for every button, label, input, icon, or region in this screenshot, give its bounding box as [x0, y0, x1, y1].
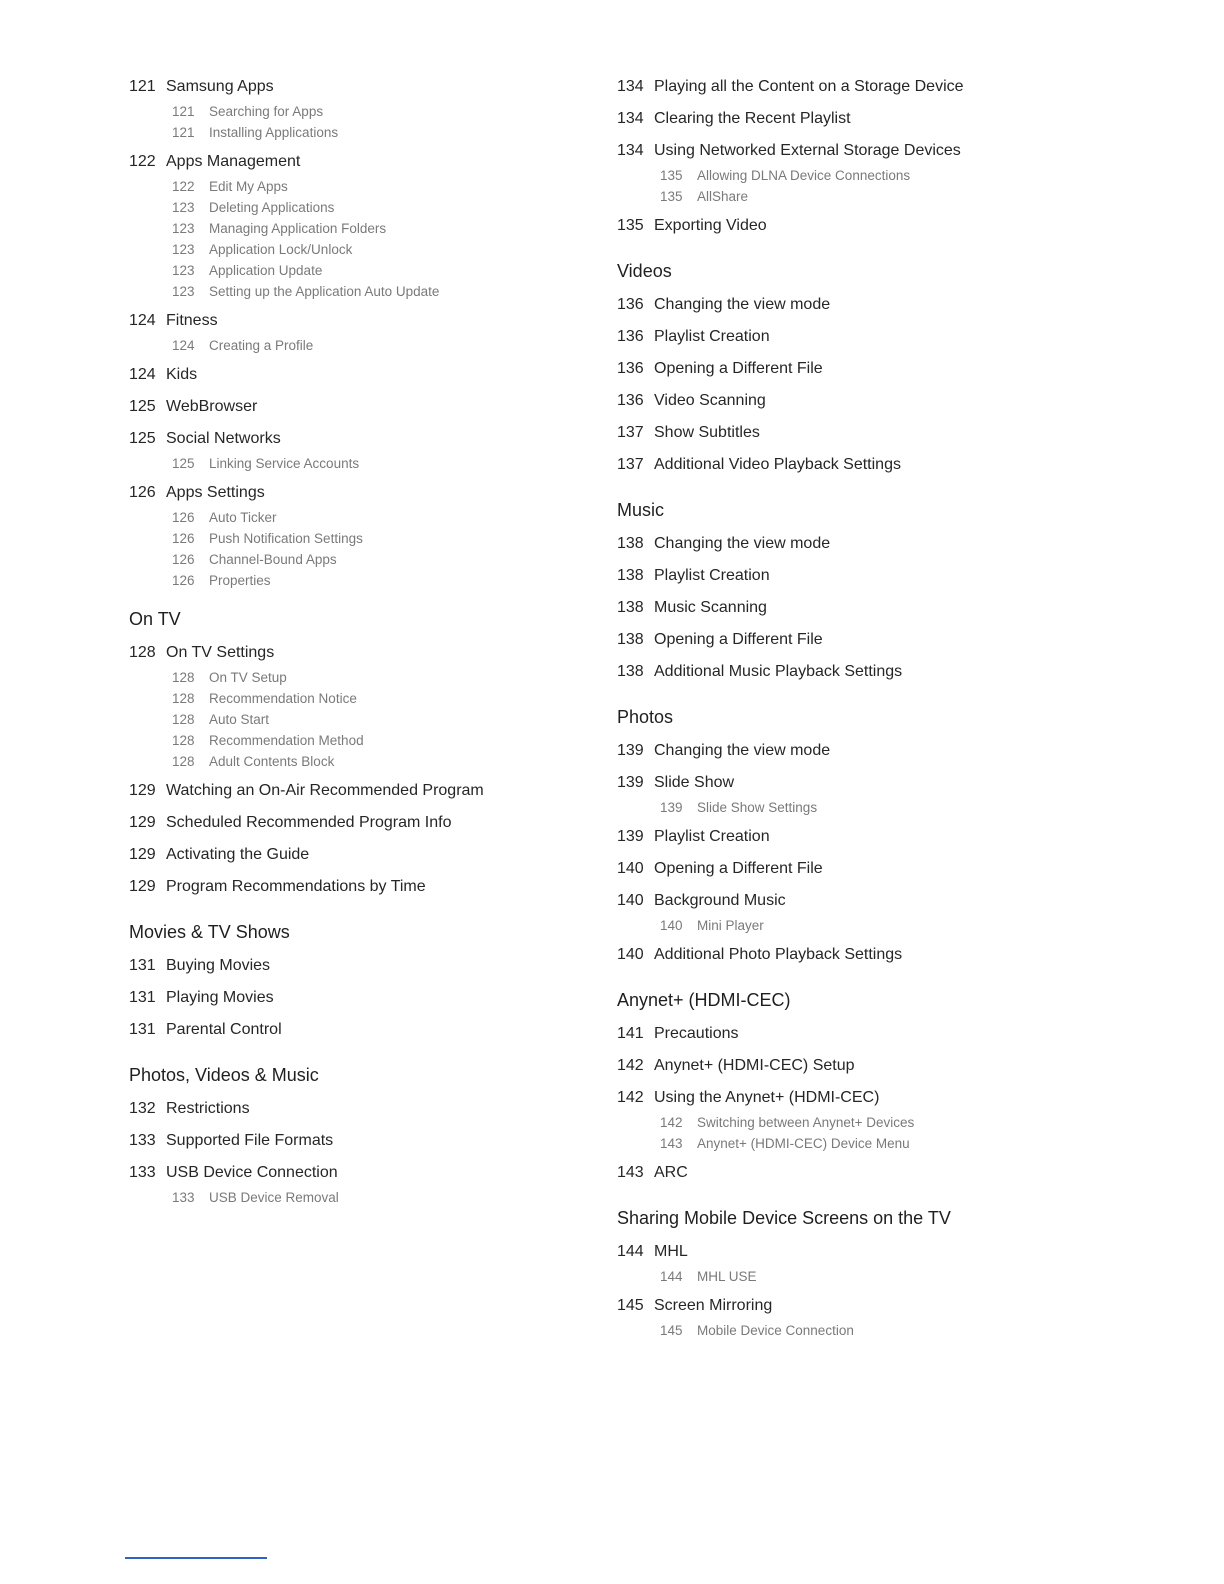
toc-sub-entry-title: Managing Application Folders [209, 221, 387, 236]
toc-entry-title: Additional Photo Playback Settings [654, 946, 903, 963]
toc-entry-link[interactable] [617, 211, 1117, 243]
toc-entry-link[interactable] [617, 886, 1117, 918]
toc-entry[interactable] [129, 776, 589, 808]
toc-sub-list [129, 176, 589, 302]
toc-sub-entry-page: 123 [172, 263, 195, 278]
toc-entry[interactable] [617, 854, 1117, 886]
toc-entry-title: Slide Show [654, 774, 735, 791]
toc-sub-entry-title: Edit My Apps [209, 179, 288, 194]
toc-sub-entry[interactable] [129, 101, 589, 122]
toc-entry-page: 131 [129, 989, 156, 1006]
toc-entry-link[interactable] [617, 854, 1117, 886]
toc-entry-link[interactable] [617, 529, 1117, 561]
toc-entry-title: Exporting Video [654, 217, 767, 234]
section-heading-music: Music [617, 500, 665, 520]
toc-entry[interactable] [617, 386, 1117, 418]
toc-entry-link[interactable] [617, 940, 1117, 972]
toc-entry-title: Additional Video Playback Settings [654, 456, 901, 473]
toc-sub-entry-page: 123 [172, 284, 195, 299]
toc-entry-link[interactable] [617, 72, 1117, 104]
toc-sub-entry[interactable] [129, 176, 589, 197]
toc-entry-page: 128 [129, 644, 156, 661]
toc-sub-entry[interactable] [129, 197, 589, 218]
toc-entry[interactable] [617, 1237, 1117, 1287]
toc-entry-page: 131 [129, 1021, 156, 1038]
toc-entry[interactable] [617, 136, 1117, 207]
toc-entry-title: Samsung Apps [166, 78, 274, 95]
toc-entry-link[interactable] [129, 392, 589, 424]
toc-entry-page: 129 [129, 846, 156, 863]
toc-sub-list [129, 101, 589, 143]
toc-sub-entry-page: 133 [172, 1190, 195, 1205]
toc-sub-entry[interactable] [617, 1320, 1117, 1341]
toc-entry-title: Changing the view mode [654, 742, 831, 759]
toc-entry[interactable] [129, 72, 589, 143]
toc-sub-entry-title: AllShare [697, 189, 749, 204]
toc-entry-title: Watching an On-Air Recommended Program [166, 782, 484, 799]
toc-sub-entry-title: Searching for Apps [209, 104, 324, 119]
toc-entry-title: Playing Movies [166, 989, 274, 1006]
section-heading-anynet-hdmi-cec: Anynet+ (HDMI-CEC) [617, 990, 791, 1010]
toc-sub-entry-page: 123 [172, 242, 195, 257]
toc-entry-link[interactable] [617, 418, 1117, 450]
toc-sub-entry[interactable] [129, 688, 589, 709]
toc-entry-link[interactable] [617, 1291, 1117, 1323]
toc-entry-link[interactable] [129, 1126, 589, 1158]
toc-entry-title: WebBrowser [166, 398, 258, 415]
toc-sub-list [617, 1266, 1117, 1287]
toc-entry-title: Opening a Different File [654, 631, 823, 648]
toc-sub-entry-title: Installing Applications [209, 125, 339, 140]
toc-entry-page: 143 [617, 1164, 644, 1181]
toc-entry-link[interactable] [617, 1083, 1117, 1115]
toc-entry[interactable] [617, 625, 1117, 657]
toc-entry-link[interactable] [617, 768, 1117, 800]
toc-entry-title: Screen Mirroring [654, 1297, 773, 1314]
toc-entry-link[interactable] [129, 424, 589, 456]
toc-entry-title: Supported File Formats [166, 1132, 334, 1149]
toc-entry[interactable] [617, 886, 1117, 936]
toc-entry-title: Program Recommendations by Time [166, 878, 426, 895]
toc-entry-page: 142 [617, 1089, 644, 1106]
toc-entry-title: Scheduled Recommended Program Info [166, 814, 452, 831]
toc-entry-page: 142 [617, 1057, 644, 1074]
toc-entry[interactable] [617, 211, 1117, 243]
toc-entry-title: Activating the Guide [166, 846, 310, 863]
toc-entry[interactable] [617, 529, 1117, 561]
toc-entry-title: MHL [654, 1243, 688, 1260]
toc-entry-link[interactable] [617, 104, 1117, 136]
toc-sub-entry-title: Properties [209, 573, 271, 588]
toc-entry-title: Apps Settings [166, 484, 265, 501]
toc-entry-page: 132 [129, 1100, 156, 1117]
toc-entry-title: Music Scanning [654, 599, 767, 616]
toc-entry[interactable] [617, 72, 1117, 104]
toc-entry-link[interactable] [617, 822, 1117, 854]
toc-sub-entry-page: 128 [172, 670, 195, 685]
toc-entry-page: 122 [129, 153, 156, 170]
toc-entry-link[interactable] [617, 136, 1117, 168]
toc-entry[interactable] [617, 822, 1117, 854]
toc-entry-link[interactable] [129, 478, 589, 510]
toc-entry-page: 134 [617, 142, 644, 159]
toc-sub-entry-page: 126 [172, 552, 195, 567]
toc-sub-entry[interactable] [129, 260, 589, 281]
toc-sub-entry[interactable] [129, 122, 589, 143]
toc-entry[interactable] [129, 306, 589, 356]
toc-entry[interactable] [129, 392, 589, 424]
toc-sub-list [129, 667, 589, 772]
toc-sub-entry[interactable] [129, 507, 589, 528]
toc-entry-link[interactable] [129, 776, 589, 808]
toc-sub-entry-page: 143 [660, 1136, 683, 1151]
toc-entry-page: 139 [617, 742, 644, 759]
section-heading-movies-tv-shows: Movies & TV Shows [129, 922, 290, 942]
toc-entry-link[interactable] [617, 561, 1117, 593]
toc-entry-title: Background Music [654, 892, 786, 909]
toc-sub-entry[interactable] [129, 730, 589, 751]
toc-entry-title: Fitness [166, 312, 218, 329]
toc-entry-link[interactable] [617, 354, 1117, 386]
toc-sub-entry-title: Channel-Bound Apps [209, 552, 337, 567]
toc-entry-title: Apps Management [166, 153, 301, 170]
toc-sub-entry-title: Anynet+ (HDMI-CEC) Device Menu [697, 1136, 910, 1151]
toc-entry[interactable] [617, 940, 1117, 972]
toc-sub-entry-page: 122 [172, 179, 195, 194]
toc-entry-title: Additional Music Playback Settings [654, 663, 903, 680]
toc-sub-entry-page: 121 [172, 104, 195, 119]
toc-entry-page: 144 [617, 1243, 644, 1260]
toc-entry-page: 124 [129, 366, 156, 383]
toc-sub-entry[interactable] [129, 667, 589, 688]
toc-entry-page: 129 [129, 814, 156, 831]
toc-entry[interactable] [129, 478, 589, 591]
toc-entry-link[interactable] [617, 450, 1117, 482]
toc-sub-entry-title: Adult Contents Block [209, 754, 335, 769]
toc-entry[interactable] [129, 147, 589, 302]
toc-sub-entry-title: Creating a Profile [209, 338, 314, 353]
toc-entry-title: On TV Settings [166, 644, 275, 661]
toc-entry[interactable] [129, 983, 589, 1015]
toc-sub-entry-page: 123 [172, 221, 195, 236]
toc-entry-title: Using Networked External Storage Devices [654, 142, 961, 159]
toc-entry-title: Opening a Different File [654, 860, 823, 877]
toc-entry-link[interactable] [129, 306, 589, 338]
toc-entry-link[interactable] [617, 625, 1117, 657]
toc-sub-entry[interactable] [129, 709, 589, 730]
toc-sub-entry[interactable] [617, 186, 1117, 207]
toc-sub-entry-title: Mobile Device Connection [697, 1323, 854, 1338]
toc-entry[interactable] [617, 593, 1117, 625]
toc-entry-link[interactable] [129, 147, 589, 179]
toc-entry[interactable] [617, 322, 1117, 354]
toc-entry-page: 121 [129, 78, 156, 95]
toc-sub-entry-page: 123 [172, 200, 195, 215]
toc-entry[interactable] [617, 1158, 1117, 1190]
toc-entry-page: 134 [617, 110, 644, 127]
toc-entry-page: 138 [617, 663, 644, 680]
toc-entry-page: 138 [617, 599, 644, 616]
toc-entry-page: 133 [129, 1164, 156, 1181]
toc-sub-entry-title: Slide Show Settings [697, 800, 818, 815]
toc-sub-entry-title: USB Device Removal [209, 1190, 339, 1205]
toc-sub-entry-page: 135 [660, 189, 683, 204]
toc-sub-entry-page: 128 [172, 691, 195, 706]
toc-entry-link[interactable] [129, 1094, 589, 1126]
toc-sub-entry-title: Switching between Anynet+ Devices [697, 1115, 915, 1130]
toc-sub-entry-page: 126 [172, 510, 195, 525]
toc-sub-entry[interactable] [129, 281, 589, 302]
toc-sub-entry-title: Allowing DLNA Device Connections [697, 168, 911, 183]
toc-sub-list [617, 1320, 1117, 1341]
toc-entry[interactable] [617, 104, 1117, 136]
toc-entry-page: 145 [617, 1297, 644, 1314]
toc-entry-title: Anynet+ (HDMI-CEC) Setup [654, 1057, 855, 1074]
toc-entry-title: Changing the view mode [654, 296, 831, 313]
section-heading-videos: Videos [617, 261, 672, 281]
toc-sub-entry-title: Auto Ticker [209, 510, 277, 525]
section-heading-sharing-mobile-device-screens-on-the-tv: Sharing Mobile Device Screens on the TV [617, 1208, 951, 1228]
toc-sub-entry-page: 145 [660, 1323, 683, 1338]
toc-sub-entry[interactable] [617, 165, 1117, 186]
toc-sub-entry-title: Mini Player [697, 918, 764, 933]
toc-sub-entry[interactable] [617, 797, 1117, 818]
toc-sub-entry-title: Recommendation Method [209, 733, 364, 748]
toc-entry-link[interactable] [617, 657, 1117, 689]
toc-sub-entry[interactable] [129, 453, 589, 474]
toc-entry-page: 125 [129, 398, 156, 415]
toc-entry-page: 134 [617, 78, 644, 95]
toc-sub-list [129, 507, 589, 591]
toc-sub-entry-title: Recommendation Notice [209, 691, 357, 706]
toc-sub-entry-page: 126 [172, 531, 195, 546]
toc-entry-title: USB Device Connection [166, 1164, 338, 1181]
toc-sub-list [129, 335, 589, 356]
toc-entry[interactable] [617, 290, 1117, 322]
toc-entry-title: Precautions [654, 1025, 739, 1042]
toc-sub-entry-page: 135 [660, 168, 683, 183]
toc-entry[interactable] [617, 450, 1117, 482]
toc-entry[interactable] [129, 1158, 589, 1208]
toc-entry-page: 129 [129, 782, 156, 799]
toc-entry-page: 125 [129, 430, 156, 447]
toc-entry-page: 139 [617, 828, 644, 845]
toc-entry-link[interactable] [129, 360, 589, 392]
toc-entry[interactable] [617, 354, 1117, 386]
toc-entry-page: 136 [617, 328, 644, 345]
toc-entry-page: 124 [129, 312, 156, 329]
toc-sub-entry[interactable] [617, 1133, 1117, 1154]
toc-sub-entry-title: On TV Setup [209, 670, 287, 685]
toc-entry-link[interactable] [617, 1051, 1117, 1083]
toc-sub-list [617, 915, 1117, 936]
toc-entry-link[interactable] [617, 736, 1117, 768]
toc-sub-list [129, 453, 589, 474]
toc-entry[interactable] [617, 1019, 1117, 1051]
toc-sub-entry-page: 139 [660, 800, 683, 815]
toc-sub-list [617, 797, 1117, 818]
toc-entry-link[interactable] [617, 593, 1117, 625]
toc-sub-entry[interactable] [129, 570, 589, 591]
toc-sub-list [617, 165, 1117, 207]
toc-entry-page: 140 [617, 946, 644, 963]
toc-sub-entry-page: 125 [172, 456, 195, 471]
toc-entry-page: 137 [617, 456, 644, 473]
toc-entry-link[interactable] [617, 290, 1117, 322]
toc-entry-title: Social Networks [166, 430, 281, 447]
toc-entry-page: 139 [617, 774, 644, 791]
toc-entry[interactable] [129, 1015, 589, 1047]
toc-entry-title: Playlist Creation [654, 567, 770, 584]
toc-sub-entry[interactable] [129, 1187, 589, 1208]
toc-sub-entry-page: 126 [172, 573, 195, 588]
toc-right-column [617, 72, 1117, 1345]
toc-entry-title: Playing all the Content on a Storage Device [654, 78, 964, 95]
toc-entry-title: Buying Movies [166, 957, 271, 974]
toc-entry[interactable] [129, 638, 589, 772]
toc-sub-entry-page: 142 [660, 1115, 683, 1130]
toc-sub-entry[interactable] [129, 335, 589, 356]
toc-sub-entry-title: Push Notification Settings [209, 531, 363, 546]
toc-entry-link[interactable] [129, 840, 589, 872]
toc-entry-page: 141 [617, 1025, 644, 1042]
toc-entry[interactable] [617, 561, 1117, 593]
toc-entry-page: 136 [617, 360, 644, 377]
toc-sub-entry-page: 128 [172, 712, 195, 727]
toc-sub-list [129, 1187, 589, 1208]
toc-entry-page: 136 [617, 296, 644, 313]
toc-sub-entry-page: 121 [172, 125, 195, 140]
toc-sub-entry[interactable] [129, 549, 589, 570]
toc-entry[interactable] [617, 1051, 1117, 1083]
toc-entry-page: 133 [129, 1132, 156, 1149]
toc-entry-link[interactable] [617, 386, 1117, 418]
footer-rule [125, 1557, 267, 1559]
toc-sub-entry[interactable] [617, 915, 1117, 936]
toc-entry-title: Clearing the Recent Playlist [654, 110, 851, 127]
toc-entry[interactable] [617, 657, 1117, 689]
toc-entry-title: Video Scanning [654, 392, 766, 409]
toc-entry-page: 140 [617, 860, 644, 877]
toc-entry-title: Playlist Creation [654, 828, 770, 845]
toc-entry-link[interactable] [129, 1158, 589, 1190]
toc-entry-link[interactable] [617, 1237, 1117, 1269]
toc-entry[interactable] [617, 1083, 1117, 1154]
toc-sub-entry-title: Auto Start [209, 712, 270, 727]
toc-entry[interactable] [129, 360, 589, 392]
toc-sub-entry-page: 144 [660, 1269, 683, 1284]
toc-entry-title: Using the Anynet+ (HDMI-CEC) [654, 1089, 880, 1106]
toc-entry[interactable] [129, 808, 589, 840]
toc-entry[interactable] [129, 1094, 589, 1126]
toc-entry-title: Restrictions [166, 1100, 250, 1117]
toc-entry-link[interactable] [617, 1019, 1117, 1051]
toc-sub-entry-title: Deleting Applications [209, 200, 335, 215]
toc-entry-title: ARC [654, 1164, 688, 1181]
toc-entry-link[interactable] [617, 1158, 1117, 1190]
toc-sub-entry[interactable] [129, 218, 589, 239]
toc-sub-entry-page: 128 [172, 733, 195, 748]
toc-sub-entry-title: Linking Service Accounts [209, 456, 360, 471]
toc-entry-page: 135 [617, 217, 644, 234]
toc-sub-entry-title: Application Update [209, 263, 323, 278]
toc-left-column [129, 72, 589, 1212]
toc-entry-link[interactable] [129, 872, 589, 904]
section-heading-photos-videos-music: Photos, Videos & Music [129, 1065, 319, 1085]
section-heading-on-tv: On TV [129, 609, 181, 629]
toc-sub-entry-title: Application Lock/Unlock [209, 242, 353, 257]
toc-entry-page: 140 [617, 892, 644, 909]
toc-sub-entry-title: MHL USE [697, 1269, 757, 1284]
toc-entry-link[interactable] [129, 1015, 589, 1047]
toc-entry-page: 126 [129, 484, 156, 501]
toc-entry-page: 131 [129, 957, 156, 974]
toc-entry-link[interactable] [129, 951, 589, 983]
toc-entry[interactable] [617, 768, 1117, 818]
toc-entry[interactable] [129, 424, 589, 474]
toc-entry[interactable] [129, 872, 589, 904]
toc-entry-title: Opening a Different File [654, 360, 823, 377]
toc-entry-title: Playlist Creation [654, 328, 770, 345]
toc-entry[interactable] [129, 951, 589, 983]
toc-entry-title: Parental Control [166, 1021, 282, 1038]
toc-sub-entry[interactable] [617, 1112, 1117, 1133]
toc-entry-link[interactable] [129, 638, 589, 670]
toc-sub-entry[interactable] [129, 239, 589, 260]
toc-entry-title: Show Subtitles [654, 424, 760, 441]
toc-entry-title: Changing the view mode [654, 535, 831, 552]
toc-entry-page: 138 [617, 631, 644, 648]
toc-sub-entry-page: 128 [172, 754, 195, 769]
toc-entry-link[interactable] [129, 983, 589, 1015]
toc-entry-page: 129 [129, 878, 156, 895]
toc-sub-entry-page: 140 [660, 918, 683, 933]
toc-entry[interactable] [129, 1126, 589, 1158]
toc-sub-entry-title: Setting up the Application Auto Update [209, 284, 440, 299]
toc-entry-page: 137 [617, 424, 644, 441]
toc-sub-entry[interactable] [617, 1266, 1117, 1287]
toc-entry-link[interactable] [129, 808, 589, 840]
toc-sub-list [617, 1112, 1117, 1154]
toc-entry-page: 136 [617, 392, 644, 409]
toc-entry-link[interactable] [617, 322, 1117, 354]
toc-sub-entry[interactable] [129, 528, 589, 549]
toc-entry[interactable] [617, 1291, 1117, 1341]
toc-entry-link[interactable] [129, 72, 589, 104]
toc-sub-entry-page: 124 [172, 338, 195, 353]
toc-entry-page: 138 [617, 535, 644, 552]
toc-entry-title: Kids [166, 366, 198, 383]
section-heading-photos: Photos [617, 707, 674, 727]
toc-entry[interactable] [617, 418, 1117, 450]
toc-sub-entry[interactable] [129, 751, 589, 772]
toc-entry[interactable] [129, 840, 589, 872]
toc-entry-page: 138 [617, 567, 644, 584]
toc-entry[interactable] [617, 736, 1117, 768]
